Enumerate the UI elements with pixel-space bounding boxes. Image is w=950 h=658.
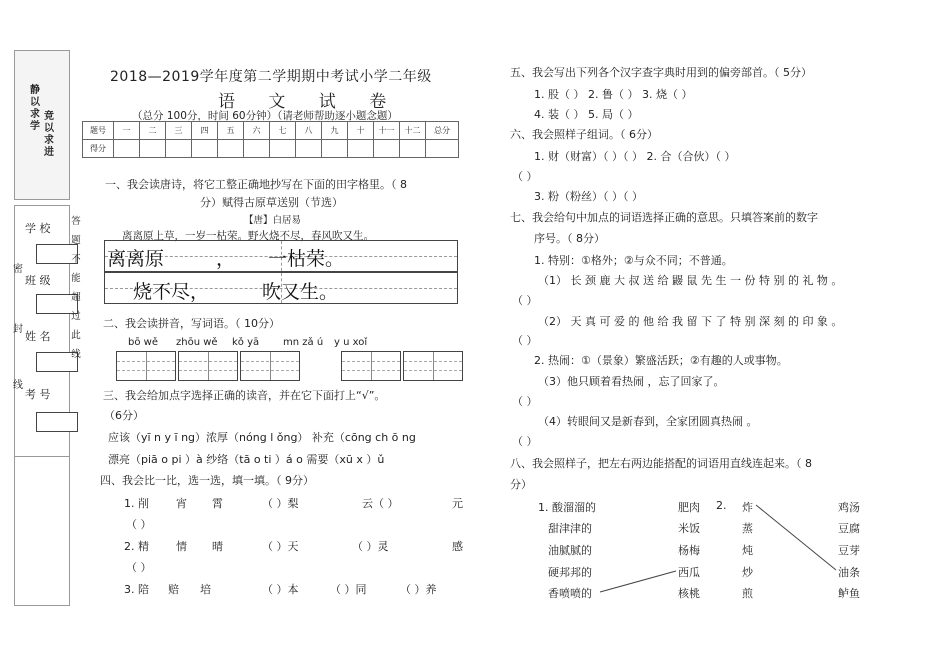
score-table-header-row	[83, 122, 459, 140]
student-info-column	[14, 205, 70, 457]
q1-poem: 离离原上草，一岁一枯荣。野火烧不尽，春风吹又生。	[122, 230, 374, 242]
number-label: 考 号	[25, 388, 51, 401]
score-cell: 二	[140, 122, 166, 140]
q3-line-2: 漂亮（piā o pi ）à 纱络（tā o ti ）á o 需要（xū x ）ǔ	[108, 453, 385, 466]
q4-r2-c1: 2. 精	[124, 540, 149, 553]
score-input[interactable]	[114, 140, 140, 158]
score-cell: 一	[114, 122, 140, 140]
handwriting-2b: 吹又生。	[262, 281, 339, 303]
q4-r2-blank[interactable]: （ ）	[126, 561, 152, 574]
q5-line-1: 1. 股（ ） 2. 鲁（ ） 3. 烧（ ）	[534, 88, 693, 101]
score-input[interactable]	[348, 140, 374, 158]
q1-title-2: 分）赋得古原草送别（节选）	[200, 196, 343, 209]
pinyin-3: kǒ yā	[232, 337, 260, 348]
q7-answer-2[interactable]: （ ）	[512, 334, 538, 347]
q8-left2-5[interactable]: 核桃	[678, 587, 700, 600]
score-cell: 六	[244, 122, 270, 140]
q4-r2-c5: （ ）灵	[352, 540, 389, 553]
q4-r3-c2: 赔	[168, 583, 179, 596]
score-input[interactable]	[296, 140, 322, 158]
score-cell: 十	[348, 122, 374, 140]
q7-line-6: （4）转眼间又是新春到，全家团圆真热闹 。	[538, 415, 758, 428]
q7-line-5: （3）他只顾着看热闹 ，忘了回家了。	[538, 375, 725, 388]
score-cell: 十二	[400, 122, 426, 140]
seal-mark-2: 封	[13, 324, 23, 335]
q8-title: 八、我会照样子，把左右两边能搭配的词语用直线连起来。（ 8	[510, 457, 812, 470]
q7-answer-1[interactable]: （ ）	[512, 294, 538, 307]
q4-r3-c1: 3. 陪	[124, 583, 149, 596]
q3-score: （6分）	[104, 409, 144, 422]
q4-r2-c3: 晴	[212, 540, 223, 553]
score-input[interactable]	[140, 140, 166, 158]
q4-r3-c4: （ ）本	[262, 583, 299, 596]
q8-right1-4[interactable]: 炒	[742, 566, 753, 579]
q7-title-2: 序号。（ 8分）	[534, 232, 605, 245]
school-label: 学 校	[25, 222, 51, 235]
score-table	[82, 121, 459, 158]
q5-title: 五、我会写出下列各个汉字查字典时用到的偏旁部首。（ 5分）	[510, 66, 812, 79]
q4-title: 四、我会比一比，选一选，填一填。（ 9分）	[100, 474, 314, 487]
q4-r2-c6: 感	[452, 540, 463, 553]
q8-right2-2[interactable]: 豆腐	[838, 522, 860, 535]
score-input[interactable]	[400, 140, 426, 158]
score-cell: 九	[322, 122, 348, 140]
pinyin-4: mn zǎ ú	[283, 337, 324, 348]
class-label: 班 级	[25, 274, 51, 287]
q4-r3-c6: （ ）养	[400, 583, 437, 596]
score-table-score-row	[83, 140, 459, 158]
q8-left1-3[interactable]: 油腻腻的	[548, 544, 592, 557]
motto-right: 竞以求进	[44, 111, 54, 158]
line-mark: 线	[13, 380, 23, 391]
score-cell: 八	[296, 122, 322, 140]
writing-box-2[interactable]	[178, 351, 238, 381]
writing-box-3[interactable]	[240, 351, 300, 381]
q4-r2-c4: （ ）天	[262, 540, 299, 553]
q8-right1-2[interactable]: 蒸	[742, 522, 753, 535]
score-input[interactable]	[270, 140, 296, 158]
q3-line-1: 应该（yī n y ī ng）浓厚（nóng l ǒng） 补充（cōng ch ō ng	[108, 431, 416, 444]
q8-right2-3[interactable]: 豆芽	[838, 544, 860, 557]
pinyin-5: y u xoǐ	[334, 337, 368, 348]
number-field[interactable]	[36, 412, 78, 432]
q8-right2-5[interactable]: 鲈鱼	[838, 587, 860, 600]
score-input[interactable]	[244, 140, 270, 158]
handwriting-2a: 烧不尽，	[133, 281, 210, 303]
q8-right1-5[interactable]: 煎	[742, 587, 753, 600]
q1-author: 【唐】白居易	[244, 215, 302, 226]
handwriting-1a: 离离原	[107, 248, 165, 270]
q4-r3-c5: （ ）同	[330, 583, 367, 596]
pinyin-2: zhōu wě	[176, 337, 218, 348]
score-cell: 三	[166, 122, 192, 140]
q4-r1-c4: （ ）梨	[262, 497, 299, 510]
q8-left1-1[interactable]: 1. 酸溜溜的	[538, 501, 596, 514]
handwriting-1c: 一枯荣。	[268, 248, 345, 270]
score-input[interactable]	[322, 140, 348, 158]
score-cell: 五	[218, 122, 244, 140]
pinyin-1: bō wě	[128, 337, 158, 348]
q7-title: 七、我会给句中加点的词语选择正确的意思。只填答案前的数字	[510, 211, 818, 224]
exam-subject: 语 文 试 卷	[218, 92, 401, 112]
name-label: 姓 名	[25, 330, 51, 343]
q8-right1-1[interactable]: 炸	[742, 501, 753, 514]
exam-title: 2018—2019学年度第二学期期中考试小学二年级	[110, 69, 432, 85]
q8-left1-2[interactable]: 甜津津的	[548, 522, 592, 535]
q7-line-2: （1） 长 颈 鹿 大 叔 送 给 鼹 鼠 先 生 一 份 特 别 的 礼 物 。	[538, 274, 843, 287]
q8-left1-4[interactable]: 硬邦邦的	[548, 566, 592, 579]
q8-right2-1[interactable]: 鸡汤	[838, 501, 860, 514]
q8-left2-4[interactable]: 西瓜	[678, 566, 700, 579]
q1-title: 一、我会读唐诗，将它工整正确地抄写在下面的田字格里。（ 8	[105, 178, 407, 191]
writing-box-1[interactable]	[116, 351, 176, 381]
writing-box-5[interactable]	[403, 351, 463, 381]
q8-left2-2[interactable]: 米饭	[678, 522, 700, 535]
q8-left2-1[interactable]: 肥肉	[678, 501, 700, 514]
q8-right2-4[interactable]: 油条	[838, 566, 860, 579]
seal-mark: 密	[13, 264, 23, 275]
q8-left2-3[interactable]: 杨梅	[678, 544, 700, 557]
score-input[interactable]	[192, 140, 218, 158]
exam-info: （总分 100分，时间 60分钟）（请老师帮助逐小题念题）	[132, 110, 398, 122]
q4-r1-c2: 宵	[176, 497, 187, 510]
score-cell: 得分	[83, 140, 114, 158]
q4-r2-c2: 情	[176, 540, 187, 553]
score-input[interactable]	[218, 140, 244, 158]
q3-title: 三、我会给加点字选择正确的读音，并在它下面打上“√”。	[103, 389, 386, 402]
score-cell: 七	[270, 122, 296, 140]
q5-line-2: 4. 装（ ） 5. 局（ ）	[534, 108, 639, 121]
q7-line-3: （2） 天 真 可 爱 的 他 给 我 留 下 了 特 别 深 刻 的 印 象 。	[538, 315, 843, 328]
q4-r1-blank[interactable]: （ ）	[126, 518, 152, 531]
score-cell: 十一	[374, 122, 400, 140]
q8-num-2: 2.	[716, 499, 727, 512]
q7-answer-4[interactable]: （ ）	[512, 435, 538, 448]
score-input[interactable]	[374, 140, 400, 158]
q8-title-2: 分）	[510, 478, 532, 491]
q7-line-4: 2. 热闹：①（景象）繁盛活跃；②有趣的人或事物。	[534, 354, 788, 367]
score-input[interactable]	[426, 140, 459, 158]
q4-r3-c3: 培	[200, 583, 211, 596]
q6-line-2: 3. 粉（粉丝）（ ）（ ）	[534, 190, 643, 203]
score-input[interactable]	[166, 140, 192, 158]
motto-box	[14, 50, 70, 200]
q4-r1-c6: 元	[452, 497, 463, 510]
boundary-note: 答题不能超过此线	[71, 216, 81, 360]
score-cell: 总分	[426, 122, 459, 140]
q4-r1-c3: 霄	[212, 497, 223, 510]
q7-answer-3[interactable]: （ ）	[512, 395, 538, 408]
score-cell: 题号	[83, 122, 114, 140]
writing-box-4[interactable]	[341, 351, 401, 381]
motto-left: 静以求学	[30, 85, 40, 132]
binding-strip-bottom	[14, 455, 70, 606]
q6-line-1: 1. 财（财富）（ ）（ ） 2. 合（合伙）（ ）	[534, 150, 736, 163]
q6-line-1b[interactable]: （ ）	[512, 170, 538, 183]
q4-r1-c1: 1. 削	[124, 497, 149, 510]
q2-title: 二、我会读拼音，写词语。（ 10分）	[103, 317, 280, 330]
q6-title: 六、我会照样子组词。（ 6分）	[510, 128, 658, 141]
q7-line-1: 1. 特别：①格外；②与众不同；不普通。	[534, 254, 733, 267]
q4-r1-c5: 云（ ）	[362, 497, 399, 510]
q8-right1-3[interactable]: 炖	[742, 544, 753, 557]
match-line-2	[756, 505, 836, 570]
score-cell: 四	[192, 122, 218, 140]
q8-left1-5[interactable]: 香喷喷的	[548, 587, 592, 600]
match-line-1	[600, 571, 676, 592]
handwriting-1b: ，	[216, 248, 236, 270]
